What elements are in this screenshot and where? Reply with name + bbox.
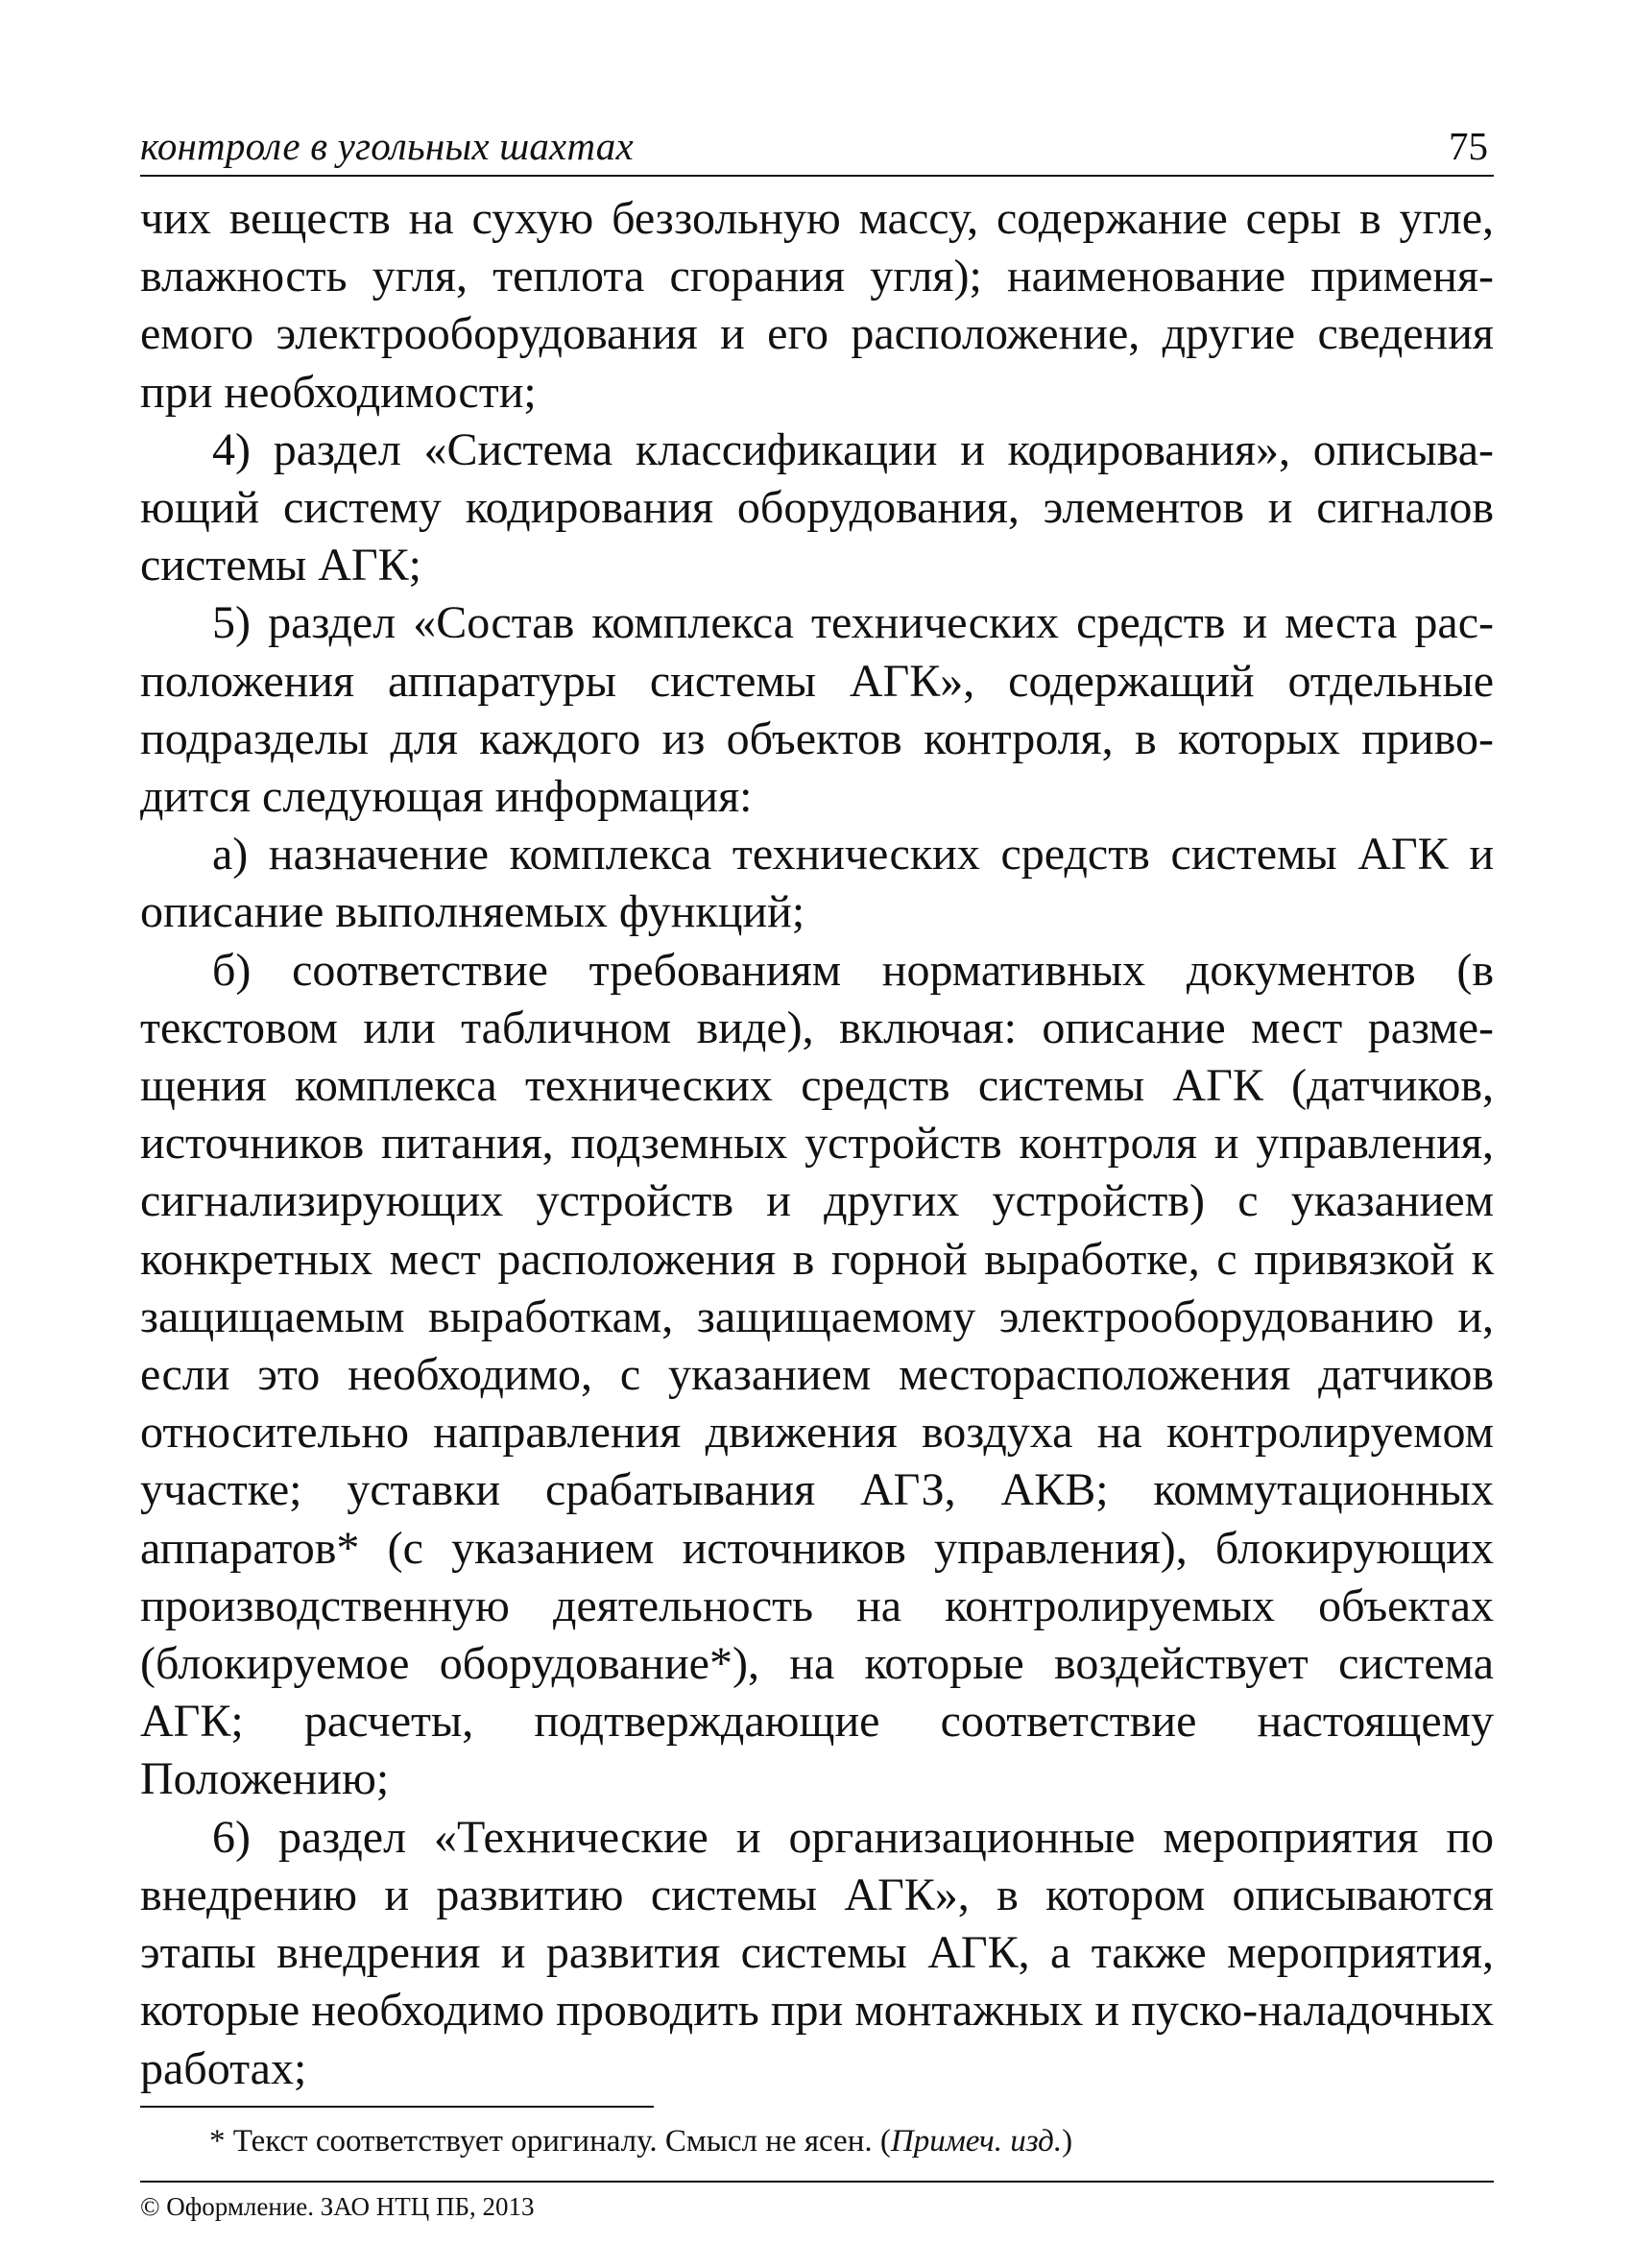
paragraph-item-a: а) назначение комплекса технических средств системы АГК и описание выполняемых функций; bbox=[140, 829, 1494, 938]
footnote bbox=[140, 2121, 1494, 2161]
running-header bbox=[140, 115, 1494, 177]
document-page bbox=[140, 115, 1494, 2223]
running-title: контроле в угольных шахтах bbox=[140, 124, 634, 168]
footnote-text: * Текст соответствует оригиналу. Смысл не ясен. ( bbox=[209, 2123, 891, 2159]
paragraph-item-6: 6) раздел «Технические и организационные мероприятия по внедрению и развитию системы АГК», в котором описываются этапы внедрения и развития системы АГК, а также мероприятия, которые необходимо проводить при монтажных и пуско-наладочных работах; bbox=[140, 1811, 1494, 2094]
paragraph-continuation: чих веществ на сухую беззольную массу, содержание серы в угле, влажность угля, теплота сгорания угля); наименование применяемого электрооборудования и его расположение, другие сведения при необходимости; bbox=[140, 193, 1494, 418]
page-number: 75 bbox=[1449, 124, 1488, 168]
copyright-notice: © Оформление. ЗАО НТЦ ПБ, 2013 bbox=[140, 2191, 535, 2221]
footnote-closing: ) bbox=[1062, 2123, 1073, 2159]
paragraph-item-5: 5) раздел «Состав комплекса технических средств и места расположения аппаратуры системы АГК», содержащий отдельные подразделы для каждого из объектов контроля, в которых приводится следующая информация: bbox=[140, 597, 1494, 823]
body-text bbox=[140, 190, 1494, 2098]
footnote-emphasis: Примеч. изд. bbox=[890, 2123, 1063, 2159]
paragraph-item-4: 4) раздел «Система классификации и кодирования», описывающий систему кодирования оборудования, элементов и сигналов системы АГК; bbox=[140, 423, 1494, 591]
footnote-divider bbox=[140, 2106, 654, 2108]
paragraph-item-b: б) соответствие требованиям нормативных документов (в текстовом или табличном виде), включая: описание мест размещения комплекса технических средств системы АГК (датчиков, источников питания, подземных устройств контроля и управления, сигнализирующих устройств и других устройств) с указанием конкретных мест расположения в горной выработке, с привязкой к защищаемым выработкам, защищаемому электрооборудованию и, если это необходимо, с указанием месторасположения датчиков относительно направления движения воздуха на контролируемом участке; уставки срабатывания АГЗ, АКВ; коммутационных аппаратов* (с указанием источников управления), блокирующих производственную деятельность на контролируемых объектах (блокируемое оборудование*), на которые воздействует система АГК; расчеты, подтверждающие соответствие настоящему Положению; bbox=[140, 944, 1494, 1805]
copyright-divider bbox=[140, 2181, 1494, 2183]
